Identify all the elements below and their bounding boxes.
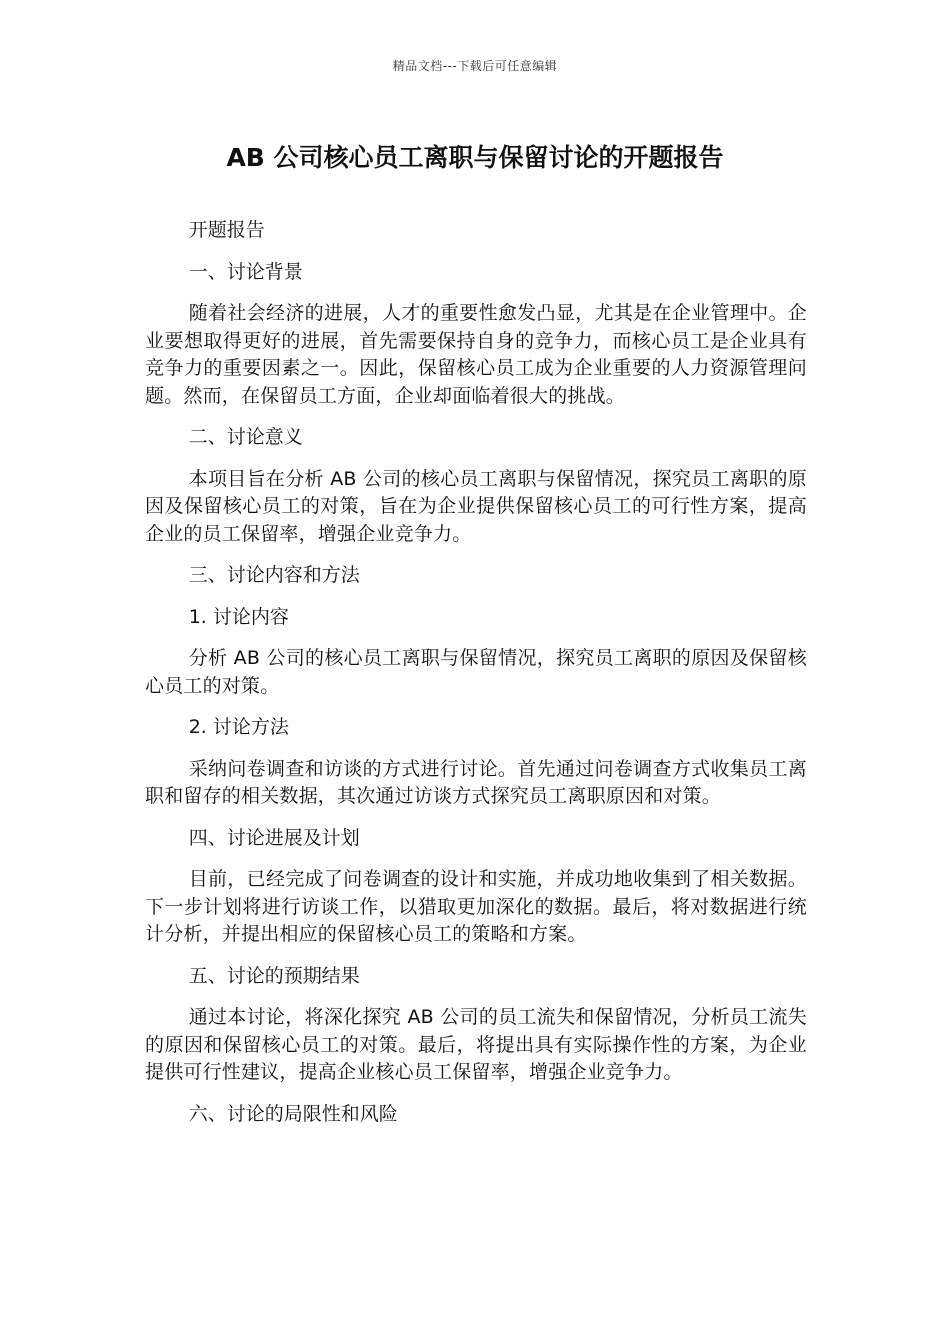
header-note: 精品文档---下载后可任意编辑 xyxy=(392,59,558,73)
body-paragraph: 通过本讨论，将深化探究 AB 公司的员工流失和保留情况，分析员工流失的原因和保留核心员工的对策。最后，将提出具有实际操作性的方案，为企业提供可行性建议，提高企业核心员工保留率，增强企业竞争力。 xyxy=(145,1006,807,1083)
body-paragraph: 本项目旨在分析 AB 公司的核心员工离职与保留情况，探究员工离职的原因及保留核心员工的对策，旨在为企业提供保留核心员工的可行性方案，提高企业的员工保留率，增强企业竞争力。 xyxy=(145,467,807,545)
document-title: AB 公司核心员工离职与保留讨论的开题报告 xyxy=(226,143,724,172)
section-heading: 五、讨论的预期结果 xyxy=(188,964,360,987)
section-heading: 开题报告 xyxy=(188,219,265,241)
body-paragraph: 采纳问卷调查和访谈的方式进行讨论。首先通过问卷调查方式收集员工离职和留存的相关数据，其次通过访谈方式探究员工离职原因和对策。 xyxy=(145,757,807,807)
section-heading: 三、讨论内容和方法 xyxy=(188,564,360,586)
section-heading: 四、讨论进展及计划 xyxy=(188,826,360,849)
subsection-heading: 1. 讨论内容 xyxy=(188,605,289,628)
body-paragraph: 分析 AB 公司的核心员工离职与保留情况，探究员工离职的原因及保留核心员工的对策。 xyxy=(145,647,807,697)
document-body xyxy=(145,217,807,1142)
section-heading: 六、讨论的局限性和风险 xyxy=(188,1102,398,1125)
section-heading: 二、讨论意义 xyxy=(188,426,303,448)
section-heading: 一、讨论背景 xyxy=(188,260,303,283)
subsection-heading: 2. 讨论方法 xyxy=(188,716,289,738)
body-paragraph: 随着社会经济的进展，人才的重要性愈发凸显，尤其是在企业管理中。企业要想取得更好的进展，首先需要保持自身的竞争力，而核心员工是企业具有竞争力的重要因素之一。因此，保留核心员工成为企业重要的人力资源管理问题。然而，在保留员工方面，企业却面临着很大的挑战。 xyxy=(145,302,807,407)
body-paragraph: 目前，已经完成了问卷调查的设计和实施，并成功地收集到了相关数据。下一步计划将进行访谈工作，以猎取更加深化的数据。最后，将对数据进行统计分析，并提出相应的保留核心员工的策略和方案。 xyxy=(145,868,807,945)
